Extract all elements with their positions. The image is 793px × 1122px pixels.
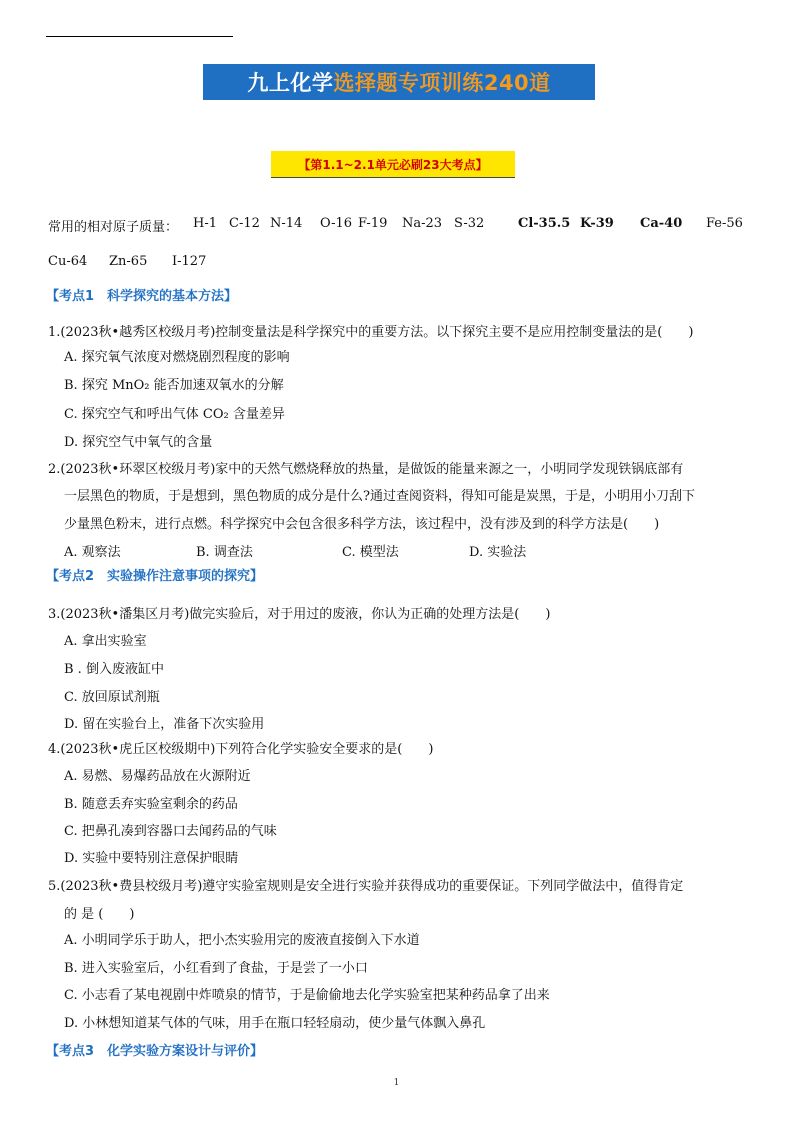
question-1-stem: 1.(2023秋•越秀区校级月考)控制变量法是科学探究中的重要方法。以下探究主要不是应用控制变量法的是( ) xyxy=(48,325,694,340)
question-4-stem: 4.(2023秋•虎丘区校级期中)下列符合化学实验安全要求的是( ) xyxy=(48,742,434,757)
q5-option-a: A. 小明同学乐于助人，把小杰实验用完的废液直接倒入下水道 xyxy=(64,933,420,948)
section-heading: 【考点3 化学实验方案设计与评价】 xyxy=(46,1044,264,1059)
mass-item: Fe-56 xyxy=(706,216,743,231)
q1-option-a: A. 探究氧气浓度对燃烧剧烈程度的影响 xyxy=(64,350,290,365)
q2-option-c: C. 模型法 xyxy=(342,545,399,560)
mass-item: S-32 xyxy=(454,216,485,231)
q1-option-c: C. 探究空气和呼出气体 CO₂ 含量差异 xyxy=(64,407,285,422)
q5-option-c: C. 小志看了某电视剧中炸喷泉的情节，于是偷偷地去化学实验室把某种药品拿了出来 xyxy=(64,988,550,1003)
section-heading: 【考点2 实验操作注意事项的探究】 xyxy=(46,569,264,584)
mass-item: Zn-65 xyxy=(109,254,148,269)
mass-item: C-12 xyxy=(229,216,260,231)
q4-option-d: D. 实验中要特别注意保护眼睛 xyxy=(64,851,239,866)
mass-item: H-1 xyxy=(193,216,218,231)
q3-option-d: D. 留在实验台上，准备下次实验用 xyxy=(64,717,265,732)
q5-option-d: D. 小林想知道某气体的气味，用手在瓶口轻轻扇动，使少量气体飘入鼻孔 xyxy=(64,1016,486,1031)
q1-option-d: D. 探究空气中氧气的含量 xyxy=(64,435,213,450)
question-2-stem: 2.(2023秋•环翠区校级月考)家中的天然气燃烧释放的热量，是做饭的能量来源之一，小明同学发现铁锅底部有 xyxy=(48,462,684,477)
title-part2: 选择题专项训练240道 xyxy=(333,71,551,95)
question-5-stem: 5.(2023秋•费县校级月考)遵守实验室规则是安全进行实验并获得成功的重要保证。下列同学做法中，值得肯定 xyxy=(48,879,684,894)
question-5-stem: 的 是 ( ) xyxy=(64,907,135,922)
mass-item: Cl-35.5 xyxy=(518,216,571,231)
unit-subbanner: 【第1.1~2.1单元必刷23大考点】 xyxy=(271,151,515,178)
page-number: 1 xyxy=(393,1078,400,1088)
title-banner xyxy=(203,64,595,100)
q4-option-a: A. 易燃、易爆药品放在火源附近 xyxy=(64,769,251,784)
mass-item: F-19 xyxy=(358,216,388,231)
q2-option-a: A. 观察法 xyxy=(64,545,121,560)
q3-option-c: C. 放回原试剂瓶 xyxy=(64,690,160,705)
question-3-stem: 3.(2023秋•潘集区月考)做完实验后，对于用过的废液，你认为正确的处理方法是( ) xyxy=(48,607,551,622)
title-part1: 九上化学 xyxy=(247,71,334,95)
mass-item: I-127 xyxy=(172,254,207,269)
mass-item: Na-23 xyxy=(402,216,443,231)
header-rule xyxy=(46,36,233,37)
section-heading: 【考点1 科学探究的基本方法】 xyxy=(46,289,238,304)
question-2-stem: 一层黑色的物质，于是想到，黑色物质的成分是什么?通过查阅资料，得知可能是炭黑，于是，小明用小刀刮下 xyxy=(64,489,695,504)
q4-option-c: C. 把鼻孔凑到容器口去闻药品的气味 xyxy=(64,824,277,839)
mass-item: Ca-40 xyxy=(640,216,683,231)
q4-option-b: B. 随意丢弃实验室剩余的药品 xyxy=(64,797,238,812)
q3-option-b: B . 倒入废液缸中 xyxy=(64,662,164,677)
q5-option-b: B. 进入实验室后，小红看到了食盐，于是尝了一小口 xyxy=(64,961,368,976)
mass-item: N-14 xyxy=(270,216,303,231)
question-2-stem: 少量黑色粉末，进行点燃。科学探究中会包含很多科学方法，该过程中，没有涉及到的科学方法是( ) xyxy=(64,517,660,532)
q2-option-b: B. 调查法 xyxy=(196,545,253,560)
mass-item: K-39 xyxy=(580,216,614,231)
mass-item: Cu-64 xyxy=(48,254,88,269)
q2-option-d: D. 实验法 xyxy=(469,545,527,560)
q3-option-a: A. 拿出实验室 xyxy=(64,634,147,649)
q1-option-b: B. 探究 MnO₂ 能否加速双氧水的分解 xyxy=(64,378,284,393)
mass-item: O-16 xyxy=(320,216,353,231)
atomic-masses-label: 常用的相对原子质量： xyxy=(48,220,179,235)
